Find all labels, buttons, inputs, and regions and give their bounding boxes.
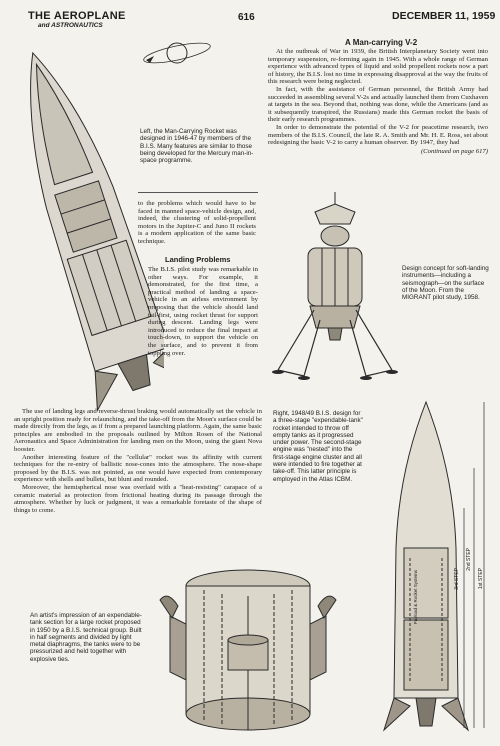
stage1-label: 1st STEP	[478, 568, 484, 590]
lower-paragraph-2: Another interesting feature of the "cellular" rocket was its affinity with current techniques for the re-entry of ballistic nose-cones into the atmosphere. The nose-shape proposed by the B.I.S. was not pointed, as one would have expected from contemporary experience with shells and bullets, but blunt and rounded.	[14, 453, 262, 484]
issue-date: DECEMBER 11, 1959	[392, 10, 496, 22]
magazine-title: THE AEROPLANE	[28, 10, 126, 22]
continued-link[interactable]: (Continued on page 617)	[420, 147, 488, 155]
tank-section-figure	[148, 560, 348, 742]
lower-paragraph-1: The use of landing legs and reverse-thrust braking would automatically set the vehicle in an upright position ready for relaunching, and the take-off from the Moon's surface could be made directly from the legs, as if from a prepared launching platform. Again, the same basic principles are embodied in the proposals outlined by Milton Rosen of the National Aeronautics and Space Administration for landing men on the Moon, using the giant Nova booster.	[14, 408, 262, 453]
page-number: 616	[238, 12, 255, 23]
column-divider	[138, 192, 258, 193]
payload-label: Payload & Rocket Systems	[413, 570, 418, 625]
lander-caption: Design concept for soft-landing instruments—including a seismograph—on the surface of the Moon. From the MIGRANT pilot study, 1958.	[402, 265, 489, 302]
orbit-globe-icon	[140, 36, 214, 70]
stage3-label: 3rd STEP	[454, 568, 460, 590]
article-paragraph-1: At the outbreak of War in 1939, the British Interplanetary Society went into temporary suspension, re-forming again in 1945. With a whole range of German experience with advanced types of liquid and solid propellent rockets now a part of history, the B.I.S. lost no time in expressing disapproval at the way the fruits of this research were being neglected.	[268, 48, 488, 86]
article-heading: A Man-carrying V-2	[345, 38, 418, 47]
lower-paragraph-3: Moreover, the hemispherical nose was overlaid with a "heat-resisting" carapace of a ceramic material as protection from frictional heating during its passage through the atmosphere. Whether by luck or judgment, it was a remarkable foretaste of the shape of things to come.	[14, 483, 262, 514]
article-intro	[268, 48, 488, 155]
magazine-subtitle: and ASTRONAUTICS	[38, 22, 103, 29]
tank-section-caption: An artist's impression of an expendable-tank section for a large rocket proposed in 1950 by a B.I.S. technical group. Built in half segments and divided by light metal diaphragms, the tanks were to be pressurized and held together with explosive ties.	[30, 612, 142, 663]
stage2-label: 2nd STEP	[466, 548, 472, 571]
lunar-lander-figure	[270, 190, 400, 395]
three-stage-caption: Right, 1948/49 B.I.S. design for a three-stage "expendable-tank" rocket intended to throw off empty tanks as it progressed under power. The second-stage engine was "nested" into the first-stage engine cluster and all were intended to fire together at take-off. This latter principle is employed in the Atlas ICBM.	[273, 410, 363, 483]
article-paragraph-2: In fact, with the assistance of German personnel, the British Army had succeeded in assembling several V-2s and actually launched them from Cuxhaven at targets in the sea. Beyond that, nothing was done, while the Americans (and as it subsequently transpired, the Russians) made this German rocket the basis of their early research programmes.	[268, 85, 488, 124]
article-paragraph-3: In order to demonstrate the potential of the V-2 for peacetime research, two members of the B.I.S. Council, the late R. A. Smith and Mr. H. E. Ross, set about redesigning the basic V-2 to carry a human observer. By 1947, they had	[268, 123, 488, 147]
landing-heading: Landing Problems	[165, 255, 231, 264]
rocket-left-caption: Left, the Man-Carrying Rocket was designed in 1946-47 by members of the B.I.S. Many features are similar to those being developed for the Mercury man-in-space programme.	[140, 128, 254, 165]
landing-paragraph: The B.I.S. pilot study was remarkable in other ways. For example, it demonstrated, for the first time, a practical method of landing a space-vehicle in an airless environment by proposing that the vehicle should land tail-first, using rocket thrust for support during descent. Landing legs were introduced to reduce the final impact at touch-down, to support the vehicle on the surface, and to prevent it from toppling over.	[148, 266, 258, 357]
lower-article-text	[14, 408, 262, 514]
middle-paragraph: to the problems which would have to be faced in manned space-vehicle design, and, indeed, the clustering of solid-propellent motors in the Jupiter-C and Juno II rockets is a modern application of the same basic technique.	[138, 200, 256, 245]
